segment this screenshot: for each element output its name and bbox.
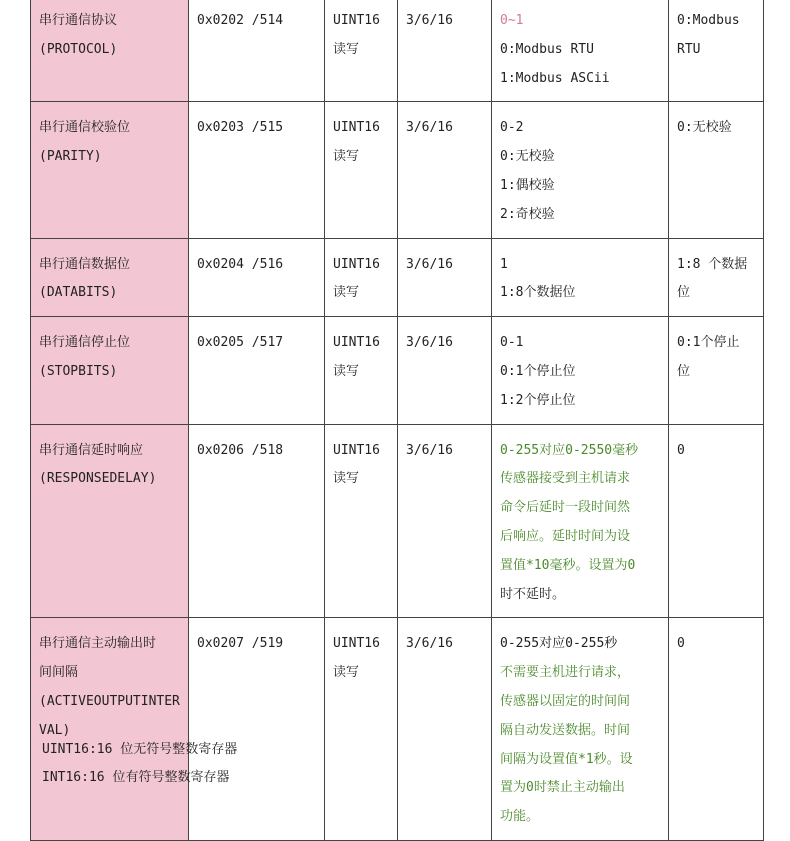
function-codes: 3/6/16: [406, 13, 453, 28]
default-value: RTU: [677, 41, 701, 57]
default-cell: [669, 424, 764, 618]
register-code: VAL): [39, 722, 71, 738]
range-option: 1:8个数据位: [500, 285, 576, 301]
default-value: 0:Modbus: [677, 13, 740, 28]
address-cell: [189, 618, 325, 841]
register-name: 串行通信数据位: [39, 256, 131, 272]
register-code: (STOPBITS): [39, 363, 118, 379]
range-cell: [492, 618, 669, 841]
data-type: UINT16: [333, 120, 380, 136]
register-address: 0x0205 /517: [197, 335, 284, 351]
data-type: UINT16: [333, 636, 380, 652]
function-cell: [398, 618, 492, 841]
range-value: 0-2: [500, 120, 524, 136]
default-cell: [669, 0, 764, 102]
register-code: (PROTOCOL): [39, 41, 118, 57]
register-name-cell: [31, 238, 189, 317]
table-row: [31, 618, 764, 841]
address-cell: [189, 102, 325, 238]
default-cell: [669, 238, 764, 317]
register-name: 串行通信校验位: [39, 120, 131, 136]
register-name: 串行通信延时响应: [39, 442, 144, 458]
range-description: 传感器接受到主机请求: [500, 471, 631, 487]
function-codes: 3/6/16: [406, 256, 453, 272]
function-codes: 3/6/16: [406, 442, 453, 458]
range-description: 间隔为设置值*1秒。设: [500, 751, 633, 767]
range-option: 2:奇校验: [500, 206, 555, 222]
range-option: 0:1个停止位: [500, 363, 576, 379]
range-description: 0-255对应0-2550毫秒: [500, 442, 639, 458]
range-value: 0~1: [500, 13, 524, 28]
register-address: 0x0202 /514: [197, 13, 284, 28]
register-name-cell: [31, 317, 189, 424]
default-value: 0: [677, 636, 685, 652]
access-mode: 读写: [333, 471, 360, 487]
default-cell: [669, 317, 764, 424]
table-row: [31, 424, 764, 618]
access-mode: 读写: [333, 149, 360, 165]
range-cell: [492, 424, 669, 618]
range-cell: [492, 102, 669, 238]
register-name-cell: [31, 618, 189, 841]
range-description: 置为0时禁止主动输出: [500, 780, 625, 796]
register-name-cell: [31, 102, 189, 238]
address-cell: [189, 424, 325, 618]
range-option: 1:偶校验: [500, 177, 555, 193]
address-cell: [189, 0, 325, 102]
function-cell: [398, 102, 492, 238]
table-row: [31, 238, 764, 317]
access-mode: 读写: [333, 41, 360, 57]
type-cell: [325, 317, 398, 424]
data-type: UINT16: [333, 442, 380, 458]
default-value: 0:1个停止: [677, 335, 740, 351]
register-name: 串行通信停止位: [39, 335, 131, 351]
default-value: 1:8 个数据: [677, 256, 748, 272]
address-cell: [189, 317, 325, 424]
footnote-uint16: UINT16:16 位无符号整数寄存器: [42, 742, 238, 757]
register-name: 串行通信协议: [39, 13, 118, 28]
range-option: 1:2个停止位: [500, 392, 576, 408]
access-mode: 读写: [333, 363, 360, 379]
table-row: [31, 0, 764, 102]
register-address: 0x0207 /519: [197, 636, 284, 652]
default-value: 位: [677, 363, 691, 379]
range-description: 功能。: [500, 809, 540, 825]
function-cell: [398, 238, 492, 317]
access-mode: 读写: [333, 285, 360, 301]
default-value: 0:无校验: [677, 120, 732, 136]
footnotes: [42, 736, 237, 792]
range-option: 1:Modbus ASCii: [500, 70, 610, 86]
range-cell: [492, 317, 669, 424]
table-row: [31, 102, 764, 238]
type-cell: [325, 424, 398, 618]
data-type: UINT16: [333, 335, 380, 351]
register-code: (ACTIVEOUTPUTINTER: [39, 693, 180, 709]
data-type: UINT16: [333, 13, 380, 28]
function-cell: [398, 424, 492, 618]
default-cell: [669, 618, 764, 841]
type-cell: [325, 0, 398, 102]
register-name: 间间隔: [39, 665, 79, 681]
range-option: 0:Modbus RTU: [500, 41, 594, 57]
range-description: 传感器以固定的时间间: [500, 693, 631, 709]
table-row: [31, 317, 764, 424]
register-address: 0x0206 /518: [197, 442, 284, 458]
range-cell: [492, 0, 669, 102]
function-codes: 3/6/16: [406, 636, 453, 652]
range-description: 命令后延时一段时间然: [500, 500, 631, 516]
range-description: 隔自动发送数据。时间: [500, 722, 631, 738]
type-cell: [325, 102, 398, 238]
range-description: 置值*10毫秒。设置为0: [500, 557, 636, 573]
function-cell: [398, 0, 492, 102]
register-name: 串行通信主动输出时: [39, 636, 157, 652]
function-cell: [398, 317, 492, 424]
access-mode: 读写: [333, 665, 360, 681]
type-cell: [325, 618, 398, 841]
range-value: 1: [500, 256, 508, 272]
range-description: 时不延时。: [500, 586, 566, 602]
default-value: 位: [677, 285, 691, 301]
register-address: 0x0204 /516: [197, 256, 284, 272]
function-codes: 3/6/16: [406, 120, 453, 136]
type-cell: [325, 238, 398, 317]
function-codes: 3/6/16: [406, 335, 453, 351]
register-table: [30, 0, 764, 841]
range-value: 0-1: [500, 335, 524, 351]
footnote-int16: INT16:16 位有符号整数寄存器: [42, 770, 230, 785]
range-description: 不需要主机进行请求，: [500, 665, 631, 681]
address-cell: [189, 238, 325, 317]
register-name-cell: [31, 0, 189, 102]
register-name-cell: [31, 424, 189, 618]
range-option: 0:无校验: [500, 149, 555, 165]
register-code: (RESPONSEDELAY): [39, 471, 157, 487]
default-cell: [669, 102, 764, 238]
data-type: UINT16: [333, 256, 380, 272]
register-code: (PARITY): [39, 149, 102, 165]
range-cell: [492, 238, 669, 317]
range-description: 后响应。延时时间为设: [500, 528, 631, 544]
register-address: 0x0203 /515: [197, 120, 284, 136]
default-value: 0: [677, 442, 685, 458]
range-description: 0-255对应0-255秒: [500, 636, 618, 652]
register-code: (DATABITS): [39, 285, 118, 301]
